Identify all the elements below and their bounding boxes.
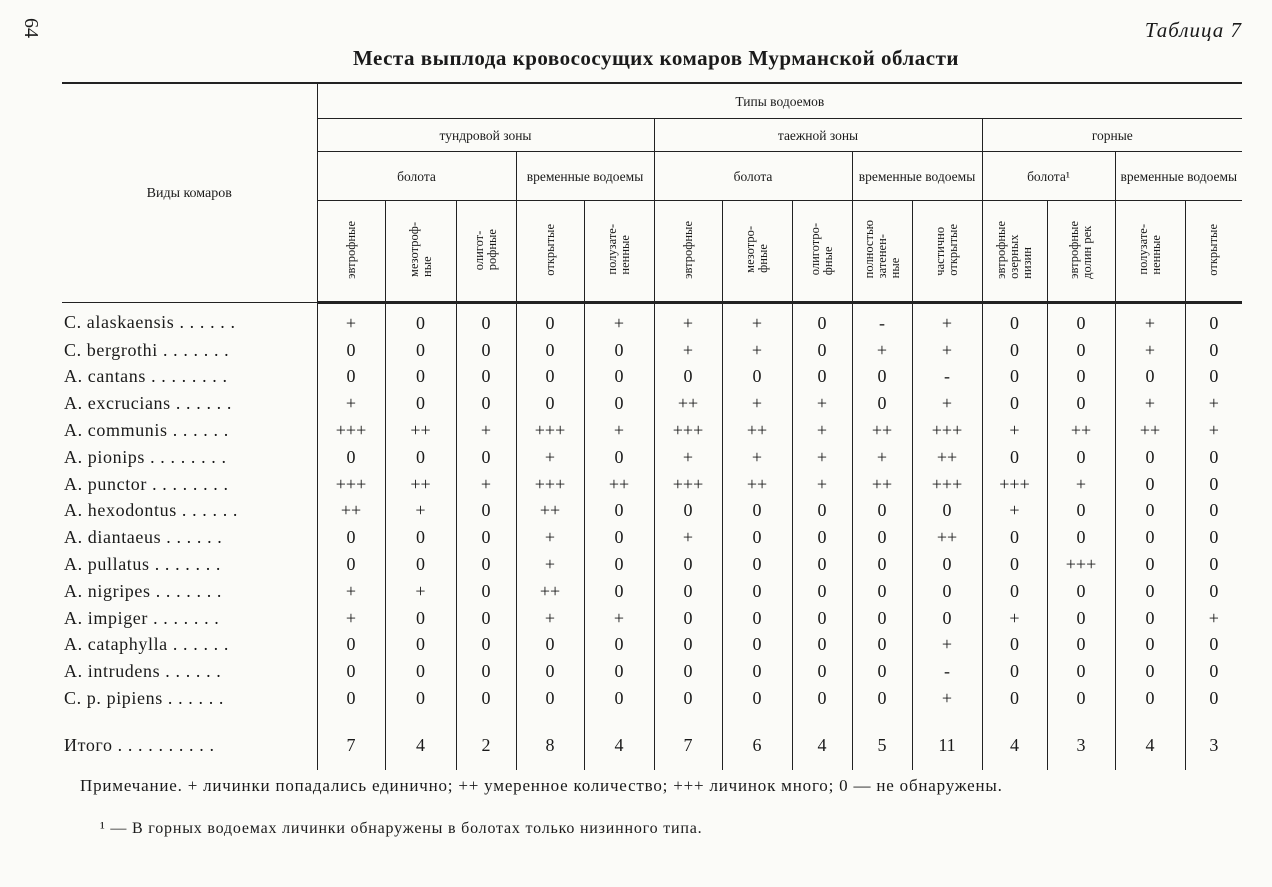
table-cell: 0 [385, 658, 456, 685]
table-cell: + [792, 390, 852, 417]
table-cell: 0 [584, 685, 654, 712]
table-cell: + [516, 605, 584, 632]
table-row [62, 524, 1242, 551]
table-cell: 0 [1185, 471, 1242, 498]
table-cell: 0 [982, 685, 1047, 712]
table-cell: 0 [584, 632, 654, 659]
table-cell: 0 [1115, 632, 1185, 659]
table-cell: + [1185, 390, 1242, 417]
table-cell: + [516, 524, 584, 551]
table-cell: 0 [1185, 551, 1242, 578]
table-cell: ++ [912, 444, 982, 471]
species-name: A. communis . . . . . . [64, 420, 229, 441]
table-cell: + [722, 303, 792, 337]
table-cell: + [654, 524, 722, 551]
table-footnote: ¹ — В горных водоемах личинки обнаружены в болотах только низинного типа. [100, 820, 703, 837]
table-cell: 8 [516, 712, 584, 770]
table-cell: + [317, 578, 385, 605]
column-header: открытые [1185, 201, 1242, 303]
table-cell: 0 [1185, 658, 1242, 685]
table-cell: + [912, 303, 982, 337]
table-cell: ++ [912, 524, 982, 551]
table-cell: + [584, 417, 654, 444]
table-note: Примечание. + личинки попадались единично; ++ умеренное количество; +++ личинок много; 0 — не обнаружены. [80, 776, 1003, 795]
species-name: A. diantaeus . . . . . . [64, 527, 223, 548]
table-cell: + [317, 605, 385, 632]
zone-taiga-header: таежной зоны [654, 119, 982, 152]
table-cell: 0 [584, 444, 654, 471]
table-cell: + [516, 551, 584, 578]
table-cell: + [456, 471, 516, 498]
table-cell: 0 [722, 524, 792, 551]
table-cell: 0 [584, 337, 654, 364]
table-cell: 0 [852, 632, 912, 659]
column-header: мезотро- фные [722, 201, 792, 303]
table-row [62, 685, 1242, 712]
table-cell: 0 [385, 524, 456, 551]
table-cell: ++ [584, 471, 654, 498]
table-cell: 0 [792, 658, 852, 685]
table-cell: 0 [317, 685, 385, 712]
table-cell: 0 [912, 578, 982, 605]
table-cell: 0 [654, 498, 722, 525]
table-cell: 0 [912, 605, 982, 632]
species-name: A. hexodontus . . . . . . [64, 500, 238, 521]
table-cell: 0 [385, 551, 456, 578]
table-title: Места выплода кровососущих комаров Мурманской области [352, 46, 960, 70]
table-cell: 7 [654, 712, 722, 770]
table-cell: 0 [982, 303, 1047, 337]
table-cell: ++ [852, 417, 912, 444]
table-cell: ++ [317, 498, 385, 525]
table-cell: 0 [1115, 498, 1185, 525]
table-cell: 0 [1115, 364, 1185, 391]
table-cell: 0 [792, 551, 852, 578]
table-cell: 0 [982, 658, 1047, 685]
table-row [62, 658, 1242, 685]
table-cell: 0 [792, 364, 852, 391]
table-cell: - [912, 658, 982, 685]
table-cell: 0 [1115, 524, 1185, 551]
table-cell: 0 [1115, 578, 1185, 605]
table-cell: 0 [1185, 444, 1242, 471]
column-header: полузате- ненные [1115, 201, 1185, 303]
table-cell: +++ [912, 471, 982, 498]
table-label: Таблица 7 [1144, 18, 1242, 42]
table-cell: + [1115, 303, 1185, 337]
table-cell: 0 [456, 524, 516, 551]
table-cell: + [584, 605, 654, 632]
table-cell: + [317, 303, 385, 337]
table-cell: 0 [1185, 685, 1242, 712]
table-cell: 0 [1185, 364, 1242, 391]
table-row [62, 498, 1242, 525]
table-cell: 0 [1115, 471, 1185, 498]
table-cell: 0 [1047, 685, 1115, 712]
table-cell: 4 [584, 712, 654, 770]
table-cell: 0 [317, 632, 385, 659]
table-cell: 0 [1047, 605, 1115, 632]
table-cell: 0 [1115, 605, 1185, 632]
column-header: мезотроф- ные [385, 201, 456, 303]
table-cell: 0 [852, 658, 912, 685]
table-cell: +++ [982, 471, 1047, 498]
table-cell: 0 [516, 303, 584, 337]
table-cell: + [1115, 390, 1185, 417]
table-cell: 0 [516, 632, 584, 659]
table-cell: 0 [792, 605, 852, 632]
table-cell: 0 [456, 444, 516, 471]
group-header: болота¹ [982, 152, 1115, 201]
table-cell: 0 [385, 303, 456, 337]
table-cell: 0 [516, 337, 584, 364]
table-cell: 0 [982, 390, 1047, 417]
table-cell: ++ [385, 417, 456, 444]
table-cell: + [722, 337, 792, 364]
table-cell: 0 [317, 658, 385, 685]
table-cell: 0 [1047, 658, 1115, 685]
table-cell: 0 [654, 658, 722, 685]
table-cell: 0 [456, 578, 516, 605]
species-name: A. cataphylla . . . . . . [64, 634, 229, 655]
table-cell: 0 [654, 605, 722, 632]
table-cell: 0 [1047, 524, 1115, 551]
table-cell: ++ [516, 578, 584, 605]
table-cell: + [982, 498, 1047, 525]
group-header: временные водоемы [516, 152, 654, 201]
table-cell: 0 [385, 632, 456, 659]
table-cell: +++ [654, 471, 722, 498]
group-header: болота [654, 152, 852, 201]
table-cell: - [852, 303, 912, 337]
table-cell: +++ [1047, 551, 1115, 578]
table-row [62, 471, 1242, 498]
total-row [62, 712, 1242, 770]
table-cell: 0 [1047, 390, 1115, 417]
table-cell: + [912, 632, 982, 659]
table-cell: 0 [456, 551, 516, 578]
table-cell: 0 [1115, 551, 1185, 578]
table-cell: 6 [722, 712, 792, 770]
table-cell: + [792, 417, 852, 444]
table-cell: + [912, 390, 982, 417]
table-cell: 0 [1115, 658, 1185, 685]
table-cell: + [912, 337, 982, 364]
table-cell: 0 [1047, 498, 1115, 525]
table-cell: 4 [982, 712, 1047, 770]
species-name: A. punctor . . . . . . . . [64, 473, 229, 494]
column-header: полузате- ненные [584, 201, 654, 303]
group-header: временные водоемы [852, 152, 982, 201]
table-cell: 0 [852, 498, 912, 525]
table-cell: + [1047, 471, 1115, 498]
table-cell: 0 [982, 364, 1047, 391]
table-cell: 0 [912, 498, 982, 525]
species-name: A. excrucians . . . . . . [64, 393, 232, 414]
table-cell: 0 [1047, 578, 1115, 605]
zone-tundra-header: тундровой зоны [317, 119, 654, 152]
table-cell: 0 [982, 524, 1047, 551]
table-cell: 0 [982, 337, 1047, 364]
table-cell: 0 [516, 685, 584, 712]
column-header: эвтрофные озерных низин [982, 201, 1047, 303]
table-cell: 0 [584, 390, 654, 417]
table-cell: 0 [516, 658, 584, 685]
species-name: C. p. pipiens . . . . . . [64, 688, 225, 709]
table-cell: 0 [722, 551, 792, 578]
page-number: 64 [20, 18, 42, 38]
table-cell: 0 [456, 390, 516, 417]
group-header: болота [317, 152, 516, 201]
table-cell: 0 [1047, 444, 1115, 471]
table-body [62, 303, 1242, 770]
table-cell: + [722, 444, 792, 471]
table-cell: 0 [456, 337, 516, 364]
table-cell: 0 [584, 578, 654, 605]
group-header: временные водоемы [1115, 152, 1242, 201]
table-cell: + [654, 303, 722, 337]
table-cell: ++ [1047, 417, 1115, 444]
table-cell: 7 [317, 712, 385, 770]
table-cell: 0 [584, 524, 654, 551]
table-cell: 0 [1185, 524, 1242, 551]
table-cell: 0 [852, 524, 912, 551]
table-cell: 0 [456, 685, 516, 712]
table-cell: 0 [456, 498, 516, 525]
column-header: эвтрофные [317, 201, 385, 303]
table-cell: 0 [1047, 632, 1115, 659]
species-name: C. alaskaensis . . . . . . [64, 312, 236, 333]
table-cell: 5 [852, 712, 912, 770]
table-cell: 0 [852, 390, 912, 417]
table-cell: +++ [516, 417, 584, 444]
table-cell: 0 [385, 444, 456, 471]
table-cell: 0 [792, 303, 852, 337]
table-cell: 0 [1185, 303, 1242, 337]
column-header: частично открытые [912, 201, 982, 303]
table-cell: 4 [385, 712, 456, 770]
table-cell: 0 [852, 578, 912, 605]
table-cell: 0 [654, 364, 722, 391]
column-header: полностью затенен- ные [852, 201, 912, 303]
table-cell: 0 [654, 551, 722, 578]
table-cell: 0 [385, 605, 456, 632]
table-row [62, 390, 1242, 417]
species-name: C. bergrothi . . . . . . . [64, 339, 230, 360]
table-cell: 0 [1185, 578, 1242, 605]
table-cell: 0 [385, 390, 456, 417]
table-cell: 0 [792, 578, 852, 605]
table-cell: 4 [792, 712, 852, 770]
table-cell: 0 [722, 685, 792, 712]
breeding-sites-table [62, 82, 1242, 770]
table-cell: + [385, 578, 456, 605]
table-cell: - [912, 364, 982, 391]
table-row [62, 444, 1242, 471]
table-cell: + [654, 337, 722, 364]
table-cell: 0 [1185, 632, 1242, 659]
table-cell: 0 [792, 524, 852, 551]
table-cell: 0 [456, 364, 516, 391]
table-cell: 2 [456, 712, 516, 770]
table-cell: 0 [852, 605, 912, 632]
table-cell: 0 [792, 685, 852, 712]
table-cell: + [852, 444, 912, 471]
species-name: A. pionips . . . . . . . . [64, 446, 227, 467]
species-name: A. intrudens . . . . . . [64, 661, 222, 682]
table-cell: +++ [317, 471, 385, 498]
table-cell: ++ [722, 471, 792, 498]
table-cell: + [1185, 605, 1242, 632]
water-body-types-header: Типы водоемов [317, 83, 1242, 119]
column-header: олигот- рофные [456, 201, 516, 303]
table-cell: 0 [1115, 444, 1185, 471]
table-cell: 0 [317, 337, 385, 364]
table-cell: 0 [982, 444, 1047, 471]
table-cell: 0 [852, 364, 912, 391]
table-cell: 0 [654, 578, 722, 605]
table-cell: 0 [1185, 337, 1242, 364]
table-cell: 0 [385, 337, 456, 364]
table-cell: + [852, 337, 912, 364]
table-cell: + [982, 605, 1047, 632]
table-cell: 0 [1047, 364, 1115, 391]
table-cell: 0 [722, 632, 792, 659]
table-cell: 0 [1047, 303, 1115, 337]
table-cell: ++ [1115, 417, 1185, 444]
table-row [62, 337, 1242, 364]
table-cell: 0 [792, 498, 852, 525]
table-row [62, 632, 1242, 659]
table-cell: 0 [317, 524, 385, 551]
table-cell: 0 [792, 337, 852, 364]
table-cell: 0 [516, 390, 584, 417]
species-name: A. nigripes . . . . . . . [64, 580, 222, 601]
table-cell: 0 [982, 632, 1047, 659]
species-column-header: Виды комаров [62, 83, 317, 303]
table-cell: 0 [456, 303, 516, 337]
table-cell: + [654, 444, 722, 471]
table-cell: 0 [722, 364, 792, 391]
table-cell: 0 [516, 364, 584, 391]
table-cell: + [456, 417, 516, 444]
table-cell: + [584, 303, 654, 337]
table-cell: +++ [654, 417, 722, 444]
table-cell: + [1185, 417, 1242, 444]
table-cell: 0 [722, 605, 792, 632]
table-cell: ++ [385, 471, 456, 498]
table-cell: ++ [852, 471, 912, 498]
table-cell: 0 [584, 658, 654, 685]
table-cell: + [722, 390, 792, 417]
table-cell: 0 [385, 685, 456, 712]
table-row [62, 303, 1242, 337]
table-cell: +++ [912, 417, 982, 444]
table-cell: + [982, 417, 1047, 444]
table-row [62, 578, 1242, 605]
table-cell: + [516, 444, 584, 471]
table-cell: 0 [456, 605, 516, 632]
table-cell: 0 [1115, 685, 1185, 712]
table-cell: 0 [852, 551, 912, 578]
table-cell: 3 [1047, 712, 1115, 770]
table-cell: 0 [317, 551, 385, 578]
table-row [62, 551, 1242, 578]
table-row [62, 605, 1242, 632]
column-header: открытые [516, 201, 584, 303]
species-name: A. cantans . . . . . . . . [64, 366, 228, 387]
table-cell: + [317, 390, 385, 417]
table-cell: 4 [1115, 712, 1185, 770]
table-cell: 0 [654, 632, 722, 659]
zone-mountain-header: горные [982, 119, 1242, 152]
table-cell: 0 [317, 364, 385, 391]
table-cell: 0 [722, 578, 792, 605]
table-cell: ++ [722, 417, 792, 444]
table-cell: 0 [722, 658, 792, 685]
table-cell: 0 [982, 578, 1047, 605]
table-row [62, 417, 1242, 444]
table-cell: 0 [584, 498, 654, 525]
table-cell: + [792, 471, 852, 498]
table-cell: +++ [317, 417, 385, 444]
table-cell: 0 [654, 685, 722, 712]
table-cell: 0 [584, 551, 654, 578]
table-cell: 0 [792, 632, 852, 659]
table-cell: + [385, 498, 456, 525]
table-cell: 11 [912, 712, 982, 770]
table-cell: 0 [456, 658, 516, 685]
table-cell: 0 [317, 444, 385, 471]
table-cell: 0 [1047, 337, 1115, 364]
table-cell: 0 [385, 364, 456, 391]
table-cell: 0 [456, 632, 516, 659]
table-row [62, 364, 1242, 391]
species-name: A. pullatus . . . . . . . [64, 554, 221, 575]
column-header: олиготро- фные [792, 201, 852, 303]
column-header: эвтрофные [654, 201, 722, 303]
table-cell: ++ [516, 498, 584, 525]
table-cell: + [792, 444, 852, 471]
table-cell: 0 [982, 551, 1047, 578]
table-cell: ++ [654, 390, 722, 417]
table-cell: 0 [722, 498, 792, 525]
table-cell: +++ [516, 471, 584, 498]
total-label: Итого . . . . . . . . . . [64, 735, 215, 756]
species-name: A. impiger . . . . . . . [64, 607, 220, 628]
table-cell: + [912, 685, 982, 712]
table-cell: 0 [1185, 498, 1242, 525]
table-cell: + [1115, 337, 1185, 364]
table-cell: 3 [1185, 712, 1242, 770]
table-cell: 0 [852, 685, 912, 712]
table-cell: 0 [584, 364, 654, 391]
table-cell: 0 [912, 551, 982, 578]
column-header: эвтрофные долин рек [1047, 201, 1115, 303]
